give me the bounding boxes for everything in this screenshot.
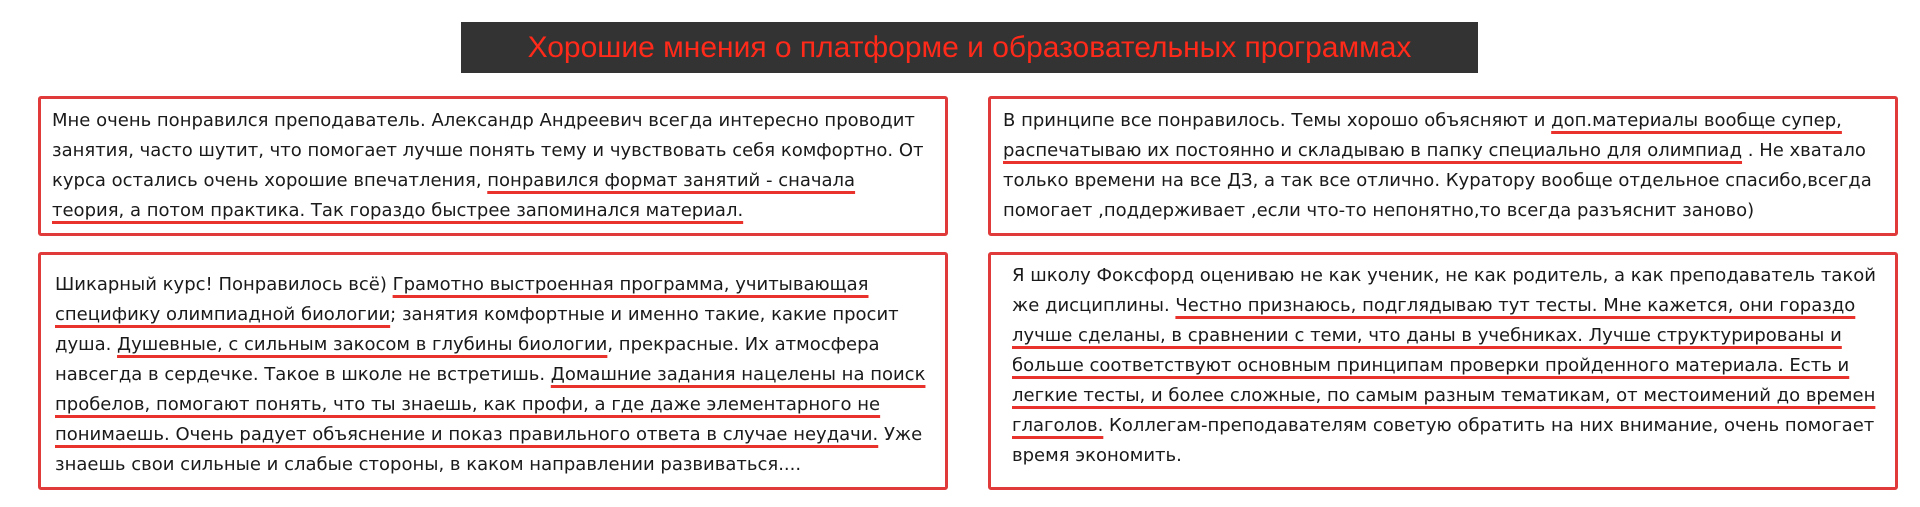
review-text-segment: Я школу Фоксфорд оцениваю не как ученик, не как родитель, а как преподаватель такой же дисциплины. <box>1012 265 1876 316</box>
highlighted-text: понравился формат занятий - сначала теория, а потом практика. Так гораздо быстрее запоминался материал. <box>52 170 856 221</box>
review-text <box>1012 261 1883 471</box>
review-card <box>38 96 948 236</box>
highlighted-text: Домашние задания нацелены на поиск пробелов, помогают понять, что ты знаешь, как профи, а где даже элементарного не понимаешь. Очень радует объяснение и показ правильного ответа в случае неудачи. <box>55 364 926 445</box>
highlighted-text: Честно признаюсь, подглядываю тут тесты. Мне кажется, они гораздо лучше сделаны, в сравнении с теми, что даны в учебниках. Лучше структурированы и больше соответствуют основным принципам проверки пройденного материала. Есть и легкие тесты, и более сложные, по самым разным тематикам, от местоимений до времен глаголов. <box>1012 295 1876 436</box>
review-card <box>38 252 948 490</box>
page-title: Хорошие мнения о платформе и образовательных программах <box>461 22 1478 73</box>
highlighted-text: Душевные, с сильным закосом в глубины биологии <box>117 334 608 355</box>
review-text-segment: Шикарный курс! Понравилось всё) <box>55 274 393 295</box>
review-text-segment: , прекрасные. Их атмосфера навсегда в сердечке. Такое в школе не встретишь. <box>55 334 880 385</box>
highlighted-text: доп.материалы вообще супер, распечатываю их постоянно и складываю в папку специально для олимпиад <box>1003 110 1842 161</box>
review-text <box>52 106 931 226</box>
review-text-segment: В принципе все понравилось. Темы хорошо объясняют и <box>1003 110 1552 131</box>
review-text-segment: Уже знаешь свои сильные и слабые стороны, в каком направлении развиваться.... <box>55 424 923 475</box>
review-card <box>988 252 1898 490</box>
review-text-segment: Коллегам-преподавателям советую обратить на них внимание, очень помогает время экономить. <box>1012 415 1875 466</box>
highlighted-text: Грамотно выстроенная программа, учитывающая специфику олимпиадной биологии <box>55 274 869 325</box>
review-text-segment: Мне очень понравился преподаватель. Александр Андреевич всегда интересно проводит занятия, часто шутит, что помогает лучше понять тему и чувствовать себя комфортно. От курса остались очень хорошие впечатления, <box>52 110 924 191</box>
review-text-segment: ; занятия комфортные и именно такие, какие просит душа. <box>55 304 899 355</box>
review-card <box>988 96 1898 236</box>
review-text-segment: . Не хватало только времени на все ДЗ, а так все отлично. Куратору вообще отдельное спасибо,всегда помогает ,поддерживает ,если что-то непонятно,то всегда разъяснит заново) <box>1003 140 1872 221</box>
review-text <box>1003 106 1881 226</box>
review-text <box>55 270 933 480</box>
